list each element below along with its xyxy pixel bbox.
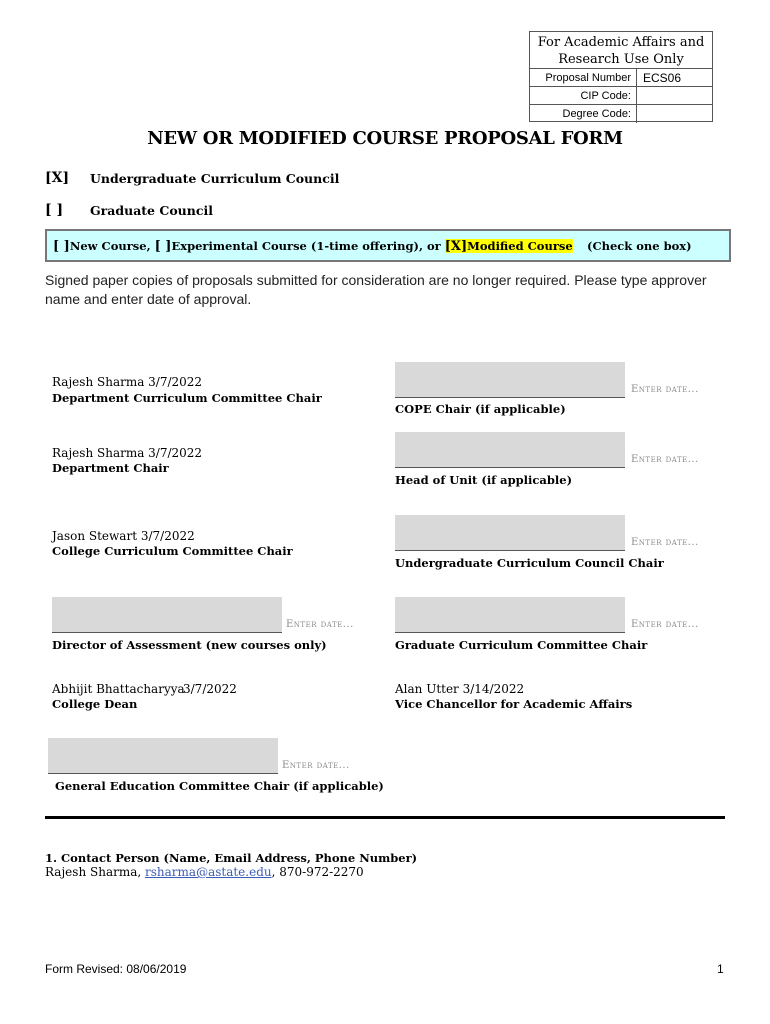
- college-dean-title: College Dean: [52, 697, 138, 711]
- college-dean-name[interactable]: Abhijit Bhattacharyya: [52, 682, 185, 696]
- graduate-curriculum-chair-title: Graduate Curriculum Committee Chair: [395, 638, 648, 652]
- vice-chancellor-name[interactable]: Alan Utter 3/14/2022: [395, 682, 525, 696]
- contact-email-link[interactable]: rsharma@astate.edu: [145, 865, 272, 879]
- ucc-chair-signature-field[interactable]: [395, 515, 625, 551]
- new-course-label: New Course,: [69, 239, 151, 253]
- cope-chair-title: COPE Chair (if applicable): [395, 402, 566, 416]
- head-of-unit-signature-field[interactable]: [395, 432, 625, 468]
- contact-phone: , 870-972-2270: [271, 865, 364, 879]
- degree-code-label: Degree Code:: [530, 105, 637, 123]
- head-of-unit-date-field[interactable]: Enter date...: [631, 454, 699, 465]
- ucc-label: Undergraduate Curriculum Council: [90, 171, 340, 186]
- admin-use-box: [529, 31, 713, 122]
- proposal-number-row: [530, 69, 712, 87]
- degree-code-value[interactable]: [637, 105, 712, 123]
- contact-heading: 1. Contact Person (Name, Email Address, Phone Number): [45, 851, 418, 865]
- ucc-chair-date-field[interactable]: Enter date...: [631, 537, 699, 548]
- gen-ed-date-field[interactable]: Enter date...: [282, 760, 350, 771]
- cip-code-row: [530, 87, 712, 105]
- college-curriculum-chair-title: College Curriculum Committee Chair: [52, 544, 293, 558]
- college-curriculum-chair-name[interactable]: Jason Stewart 3/7/2022: [52, 529, 195, 543]
- proposal-number-value[interactable]: ECS06: [643, 71, 682, 85]
- dept-curriculum-chair-title: Department Curriculum Committee Chair: [52, 391, 322, 405]
- form-revised-date: Form Revised: 08/06/2019: [45, 962, 187, 976]
- cip-code-label: CIP Code:: [530, 87, 637, 104]
- contact-name: Rajesh Sharma,: [45, 865, 142, 879]
- dept-curriculum-chair-name[interactable]: Rajesh Sharma 3/7/2022: [52, 375, 203, 389]
- cope-chair-signature-field[interactable]: [395, 362, 625, 398]
- or-text: or: [426, 239, 441, 253]
- graduate-council-checkbox[interactable]: [ ]: [45, 202, 64, 218]
- modified-course-label: Modified Course: [467, 239, 573, 253]
- contact-details: [45, 865, 364, 879]
- form-title: NEW OR MODIFIED COURSE PROPOSAL FORM: [147, 128, 623, 149]
- proposal-number-label: Proposal Number: [530, 69, 637, 86]
- graduate-curriculum-chair-date-field[interactable]: Enter date...: [631, 619, 699, 630]
- graduate-curriculum-chair-signature-field[interactable]: [395, 597, 625, 633]
- experimental-course-label: Experimental Course (1-time offering),: [171, 239, 423, 253]
- ucc-chair-title: Undergraduate Curriculum Council Chair: [395, 556, 664, 570]
- gen-ed-signature-field[interactable]: [48, 738, 278, 774]
- admin-box-heading: For Academic Affairs and Research Use Only: [530, 32, 712, 69]
- ucc-checkbox[interactable]: [X]: [45, 170, 70, 186]
- gen-ed-title: General Education Committee Chair (if applicable): [55, 779, 384, 793]
- director-assessment-title: Director of Assessment (new courses only): [52, 638, 327, 652]
- dept-chair-title: Department Chair: [52, 461, 169, 475]
- head-of-unit-title: Head of Unit (if applicable): [395, 473, 573, 487]
- dept-chair-name[interactable]: Rajesh Sharma 3/7/2022: [52, 446, 203, 460]
- college-dean-date[interactable]: 3/7/2022: [183, 682, 237, 696]
- cip-code-value[interactable]: [637, 87, 712, 104]
- page-number: 1: [717, 962, 724, 976]
- new-course-checkbox[interactable]: [ ]: [53, 239, 70, 254]
- modified-course-checkbox[interactable]: [X]: [444, 239, 468, 254]
- approval-notice: Signed paper copies of proposals submitted for consideration are no longer required. Please type approver name and enter date of approval.: [45, 272, 707, 307]
- check-one-instruction: (Check one box): [587, 239, 692, 253]
- cope-chair-date-field[interactable]: Enter date...: [631, 384, 699, 395]
- section-divider: [45, 816, 725, 819]
- director-assessment-signature-field[interactable]: [52, 597, 282, 633]
- experimental-course-checkbox[interactable]: [ ]: [154, 239, 172, 254]
- vice-chancellor-title: Vice Chancellor for Academic Affairs: [395, 697, 633, 711]
- graduate-council-label: Graduate Council: [90, 203, 213, 218]
- course-type-box: [45, 229, 731, 262]
- director-assessment-date-field[interactable]: Enter date...: [286, 619, 354, 630]
- degree-code-row: [530, 105, 712, 123]
